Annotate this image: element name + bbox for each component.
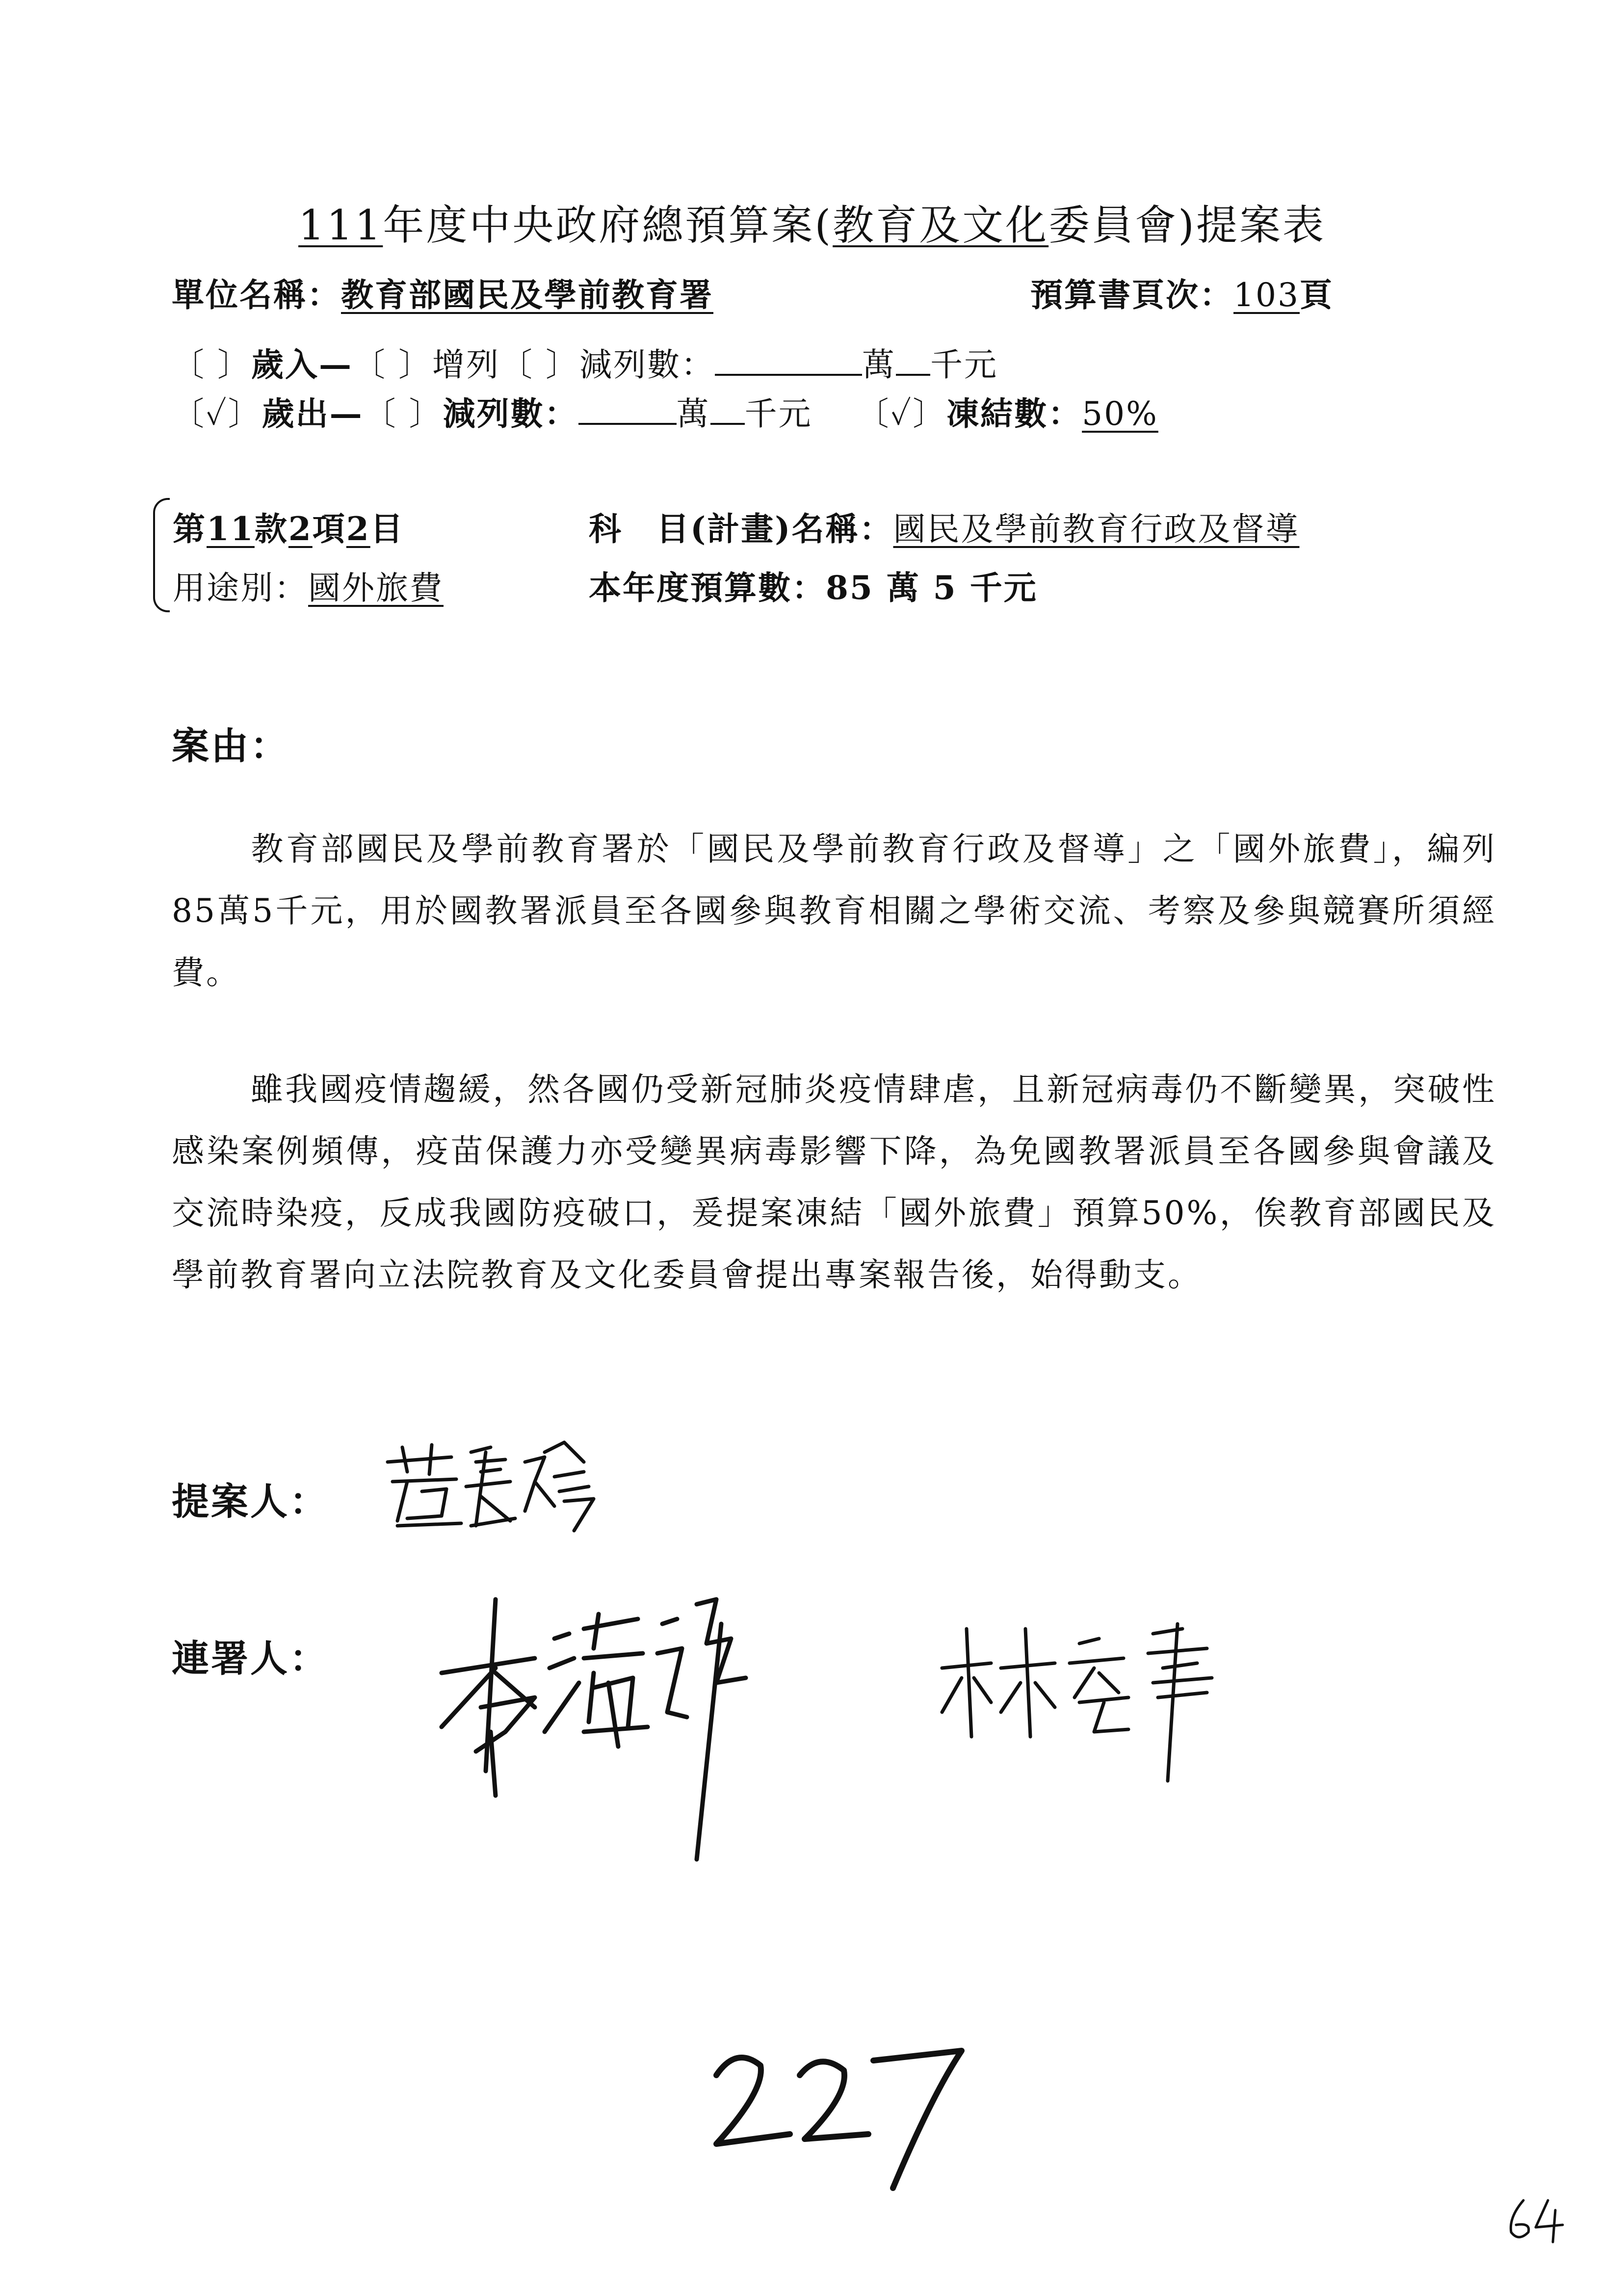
expense-qian-unit: 千元: [744, 395, 812, 433]
mu-number: 2: [346, 510, 370, 548]
income-label: 歲入—: [251, 345, 353, 384]
subject-label: 科 目(計畫)名稱：: [589, 510, 893, 548]
proposer-label: 提案人：: [172, 1480, 329, 1523]
freeze-check: 〔✓〕: [856, 395, 947, 433]
expense-line: [172, 388, 1158, 434]
unit-row: [172, 269, 713, 315]
mu-label: 目: [370, 510, 404, 548]
cut-bracket: 〔 〕: [499, 346, 579, 384]
freeze-label: 凍結數：: [946, 394, 1082, 433]
title-part1: 年度中央政府總預算案(: [383, 201, 833, 249]
subject-value: 國民及學前教育行政及督導: [893, 510, 1300, 548]
amount-label: 本年度預算數：: [589, 569, 826, 607]
wan-unit: 萬: [862, 346, 896, 384]
unit-value: 教育部國民及學前教育署: [341, 276, 713, 314]
add-label: 增列: [432, 346, 500, 384]
committee-name: 教育及文化: [833, 201, 1049, 249]
budget-page-suffix: 頁: [1299, 276, 1334, 314]
budget-item-code: [173, 503, 404, 549]
amount-value: 85 萬 5 千元: [826, 569, 1038, 607]
expense-check: 〔✓〕: [172, 395, 262, 433]
income-bracket: 〔 〕: [172, 346, 251, 384]
expense-wan-blank: [578, 395, 677, 425]
usage-row: [173, 562, 444, 608]
reason-para1-text: 教育部國民及學前教育署於「國民及學前教育行政及督導」之「國外旅費」，編列85萬5千元，用於國教署派員至各國參與教育相關之學術交流、考察及參與競賽所須經費。: [172, 830, 1496, 991]
expense-wan-unit: 萬: [676, 395, 710, 433]
subject-row: [589, 503, 1299, 549]
cosigner-signature-1: [422, 1585, 795, 1889]
reason-paragraph-2: [172, 1059, 1496, 1306]
title-part2: 委員會)提案表: [1048, 201, 1326, 249]
handwritten-number-227: [697, 2021, 971, 2198]
expense-label: 歲出—: [262, 394, 364, 433]
cosigner-signature-2: [932, 1614, 1236, 1791]
expense-cut-bracket: 〔 〕: [363, 395, 443, 433]
expense-cut-label: 減列數：: [443, 394, 578, 433]
qian-unit: 千元: [930, 346, 998, 384]
income-line: [172, 339, 998, 385]
proposer-signature: [378, 1433, 613, 1540]
reason-paragraph-1: [172, 818, 1496, 1004]
add-bracket: 〔 〕: [352, 346, 432, 384]
item-bracket: [153, 498, 170, 612]
freeze-value: 50%: [1082, 395, 1158, 433]
budget-page-row: [1030, 269, 1334, 315]
kuan-number: 11: [207, 510, 255, 548]
budget-page-value: 103: [1233, 276, 1300, 314]
usage-label: 用途別：: [173, 569, 308, 607]
reason-para2-text: 雖我國疫情趨緩，然各國仍受新冠肺炎疫情肆虐，且新冠病毒仍不斷變異，突破性感染案例頻傳，疫苗保護力亦受變異病毒影響下降，為免國教署派員至各國參與會議及交流時染疫，反成我國防疫破口，爰提案凍結「國外旅費」預算50%，俟教育部國民及學前教育署向立法院教育及文化委員會提出專案報告後，始得動支。: [172, 1070, 1496, 1294]
item-di: 第: [173, 510, 207, 548]
cosigner-label: 連署人：: [172, 1637, 329, 1680]
unit-label: 單位名稱：: [172, 276, 341, 314]
xiang-number: 2: [288, 510, 313, 548]
usage-value: 國外旅費: [308, 569, 444, 607]
xiang-label: 項: [312, 510, 346, 548]
cut-label: 減列數：: [579, 346, 715, 384]
page-number: [1501, 2193, 1570, 2247]
kuan-label: 款: [254, 510, 288, 548]
budget-page-label: 預算書頁次：: [1030, 276, 1233, 314]
qian-blank: [896, 346, 930, 376]
document-title: [0, 192, 1624, 252]
reason-heading: 案由：: [172, 724, 289, 768]
wan-blank: [715, 346, 862, 376]
budget-year: 111: [298, 201, 383, 249]
amount-row: [589, 562, 1038, 608]
expense-qian-blank: [710, 395, 745, 425]
